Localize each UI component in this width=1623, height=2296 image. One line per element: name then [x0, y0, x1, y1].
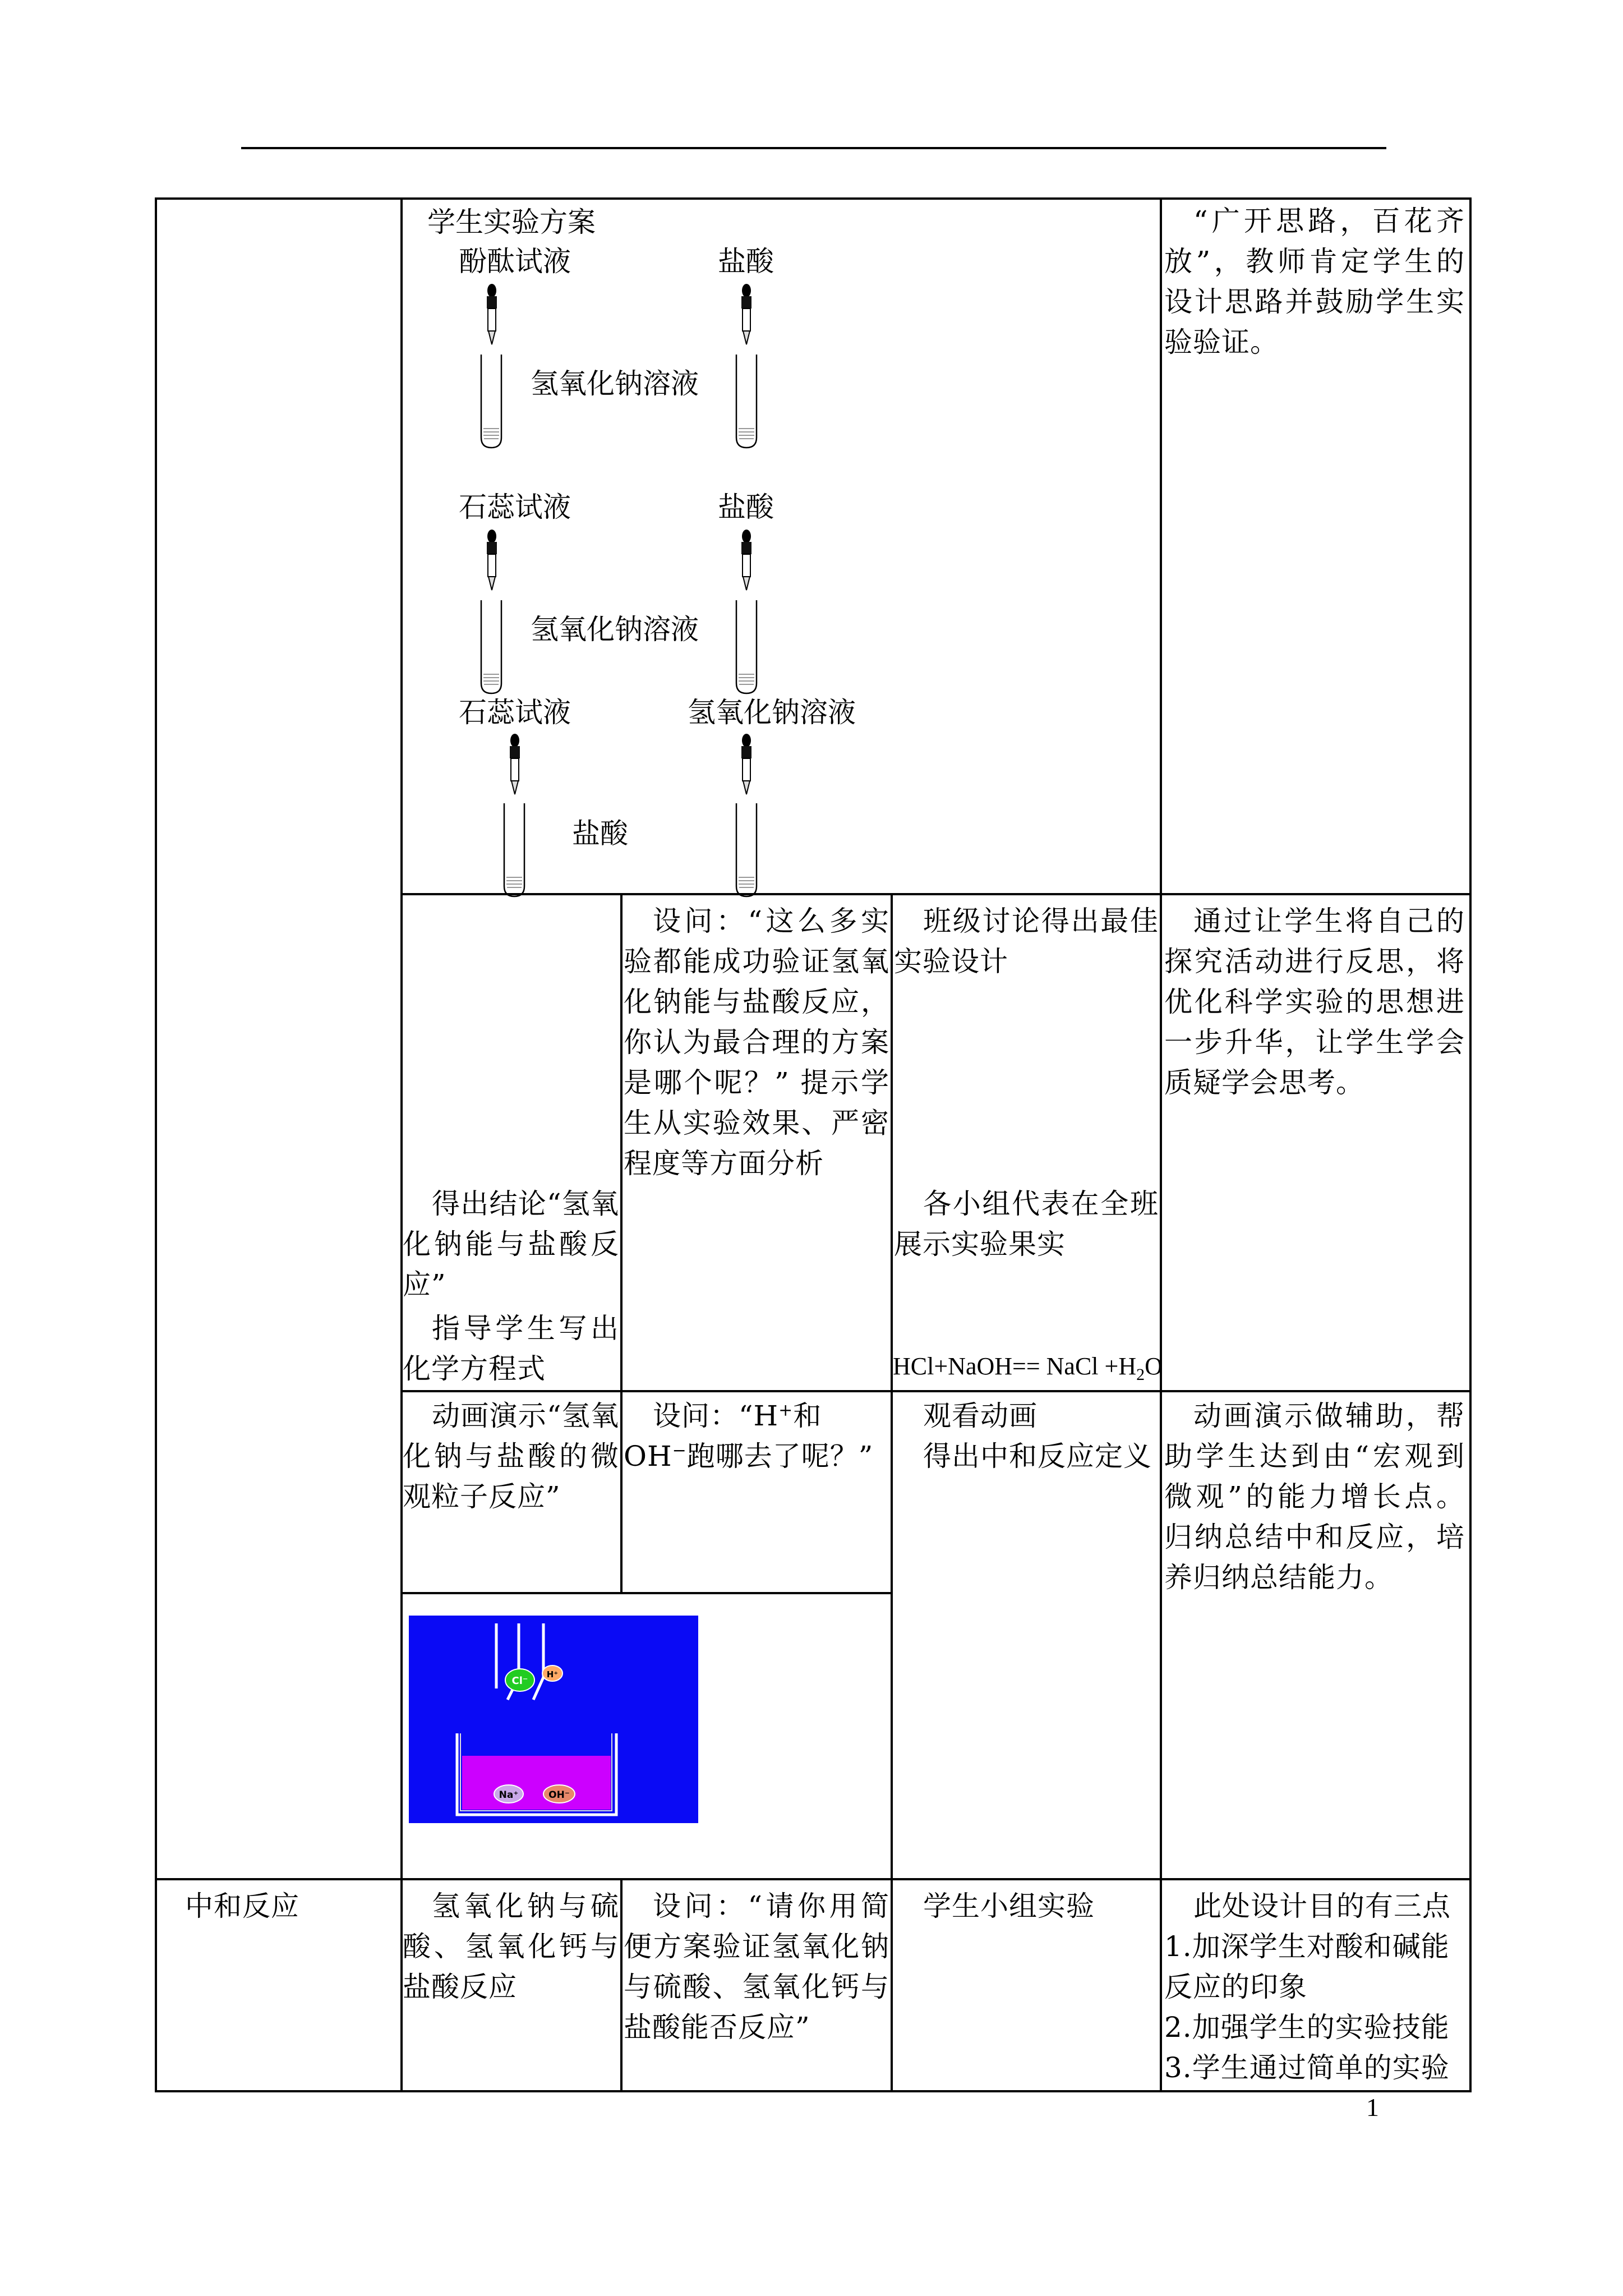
set2-left-label: 石蕊试液: [459, 491, 571, 523]
row2-intent: 通过让学生将自己的探究活动进行反思，将优化科学实验的思想进一步升华，让学生学会质疑学会思考。: [1164, 905, 1465, 1099]
row4-stage: 中和反应: [185, 1890, 299, 1922]
page-number: 1: [1366, 2093, 1379, 2122]
row2-student-2: 各小组代表在全班展示实验果实: [894, 1188, 1159, 1260]
test-tube-icon: [504, 803, 524, 896]
row2-teacher: 设问：“这么多实验都能成功验证氢氧化钠能与盐酸反应，你认为最合理的方案是哪个呢？” 提示学生从实验效果、严密程度等方面分析: [624, 905, 889, 1180]
dropper-icon: [741, 530, 751, 590]
set2-middle-label: 氢氧化钠溶液: [531, 613, 699, 646]
set3-right-label: 氢氧化钠溶液: [688, 696, 856, 729]
row3-content: 动画演示“氢氧化钠与盐酸的微观粒子反应”: [403, 1400, 619, 1513]
row2-student-1: 班级讨论得出最佳实验设计: [894, 905, 1159, 978]
set1-right-label: 盐酸: [718, 245, 774, 278]
test-tube-icon: [481, 600, 501, 693]
dropper-icon: [487, 284, 497, 344]
dropper-icon: [741, 284, 751, 344]
equation-main: HCl+NaOH== NaCl +H: [893, 1352, 1137, 1380]
neutralization-animation: [409, 1616, 698, 1823]
row4-intent-2: 2.加强学生的实验技能: [1164, 2011, 1450, 2044]
diagram-title: 学生实验方案: [427, 206, 596, 238]
dropper-icon: [487, 530, 497, 590]
row4-intent-3: 3.学生通过简单的实验: [1164, 2051, 1450, 2084]
row3-student-1: 观看动画: [923, 1400, 1038, 1432]
row4-student: 学生小组实验: [923, 1890, 1095, 1922]
set3-left-label: 石蕊试液: [459, 696, 571, 729]
dropper-icon: [741, 734, 751, 794]
equation-tail: O: [1145, 1352, 1163, 1380]
dropper-icon: [510, 734, 520, 794]
row3-intent: 动画演示做辅助，帮助学生达到由“宏观到微观”的能力增长点。归纳总结中和反应，培养归纳总结能力。: [1164, 1400, 1465, 1594]
chemical-equation: [893, 1346, 1162, 1387]
test-tube-icon: [481, 355, 501, 448]
test-tube-icon: [736, 600, 757, 693]
set3-middle-label: 盐酸: [572, 817, 628, 850]
set2-right-label: 盐酸: [718, 491, 774, 523]
beaker-liquid: [462, 1756, 611, 1810]
row1-intent: “广开思路，百花齐放”，教师肯定学生的设计思路并鼓励学生实验验证。: [1164, 205, 1465, 358]
superscript-minus: −: [672, 1441, 687, 1461]
test-tube-icon: [736, 355, 757, 448]
h-ion-label: H⁺: [546, 1669, 559, 1680]
row4-intent: [1164, 1886, 1465, 2088]
equation-subscript: 2: [1136, 1365, 1145, 1384]
na-ion-label: Na⁺: [499, 1789, 519, 1801]
row2-write-equation: 指导学生写出化学方程式: [403, 1312, 619, 1385]
row2-conclusion: 得出结论“氢氧化钠能与盐酸反应”: [403, 1188, 619, 1301]
set1-middle-label: 氢氧化钠溶液: [531, 367, 699, 400]
row3-teacher-post: 跑哪去了呢？”: [686, 1440, 874, 1473]
cl-ion-label: Cl⁻: [511, 1675, 528, 1687]
set1-left-label: 酚酞试液: [459, 245, 571, 278]
test-tube-icon: [736, 803, 757, 896]
row3-student-2: 得出中和反应定义: [923, 1440, 1152, 1473]
row4-teacher: 设问：“请你用简便方案验证氢氧化钠与硫酸、氢氧化钙与盐酸能否反应”: [624, 1890, 889, 2044]
experiment-apparatus-figure: [0, 0, 1623, 898]
row4-content: 氢氧化钠与硫酸、氢氧化钙与盐酸反应: [403, 1890, 619, 2003]
row4-intent-1: 1.加深学生对酸和碱能反应的印象: [1164, 1930, 1450, 2003]
row3-teacher: [624, 1396, 889, 1476]
superscript-plus: +: [778, 1400, 794, 1420]
row3-teacher-pre: 设问：“H: [653, 1400, 779, 1432]
row3-teacher-mid: 和 OH: [624, 1400, 822, 1473]
oh-ion-label: OH⁻: [548, 1789, 570, 1801]
row4-intent-head: 此处设计目的有三点: [1193, 1890, 1451, 1922]
